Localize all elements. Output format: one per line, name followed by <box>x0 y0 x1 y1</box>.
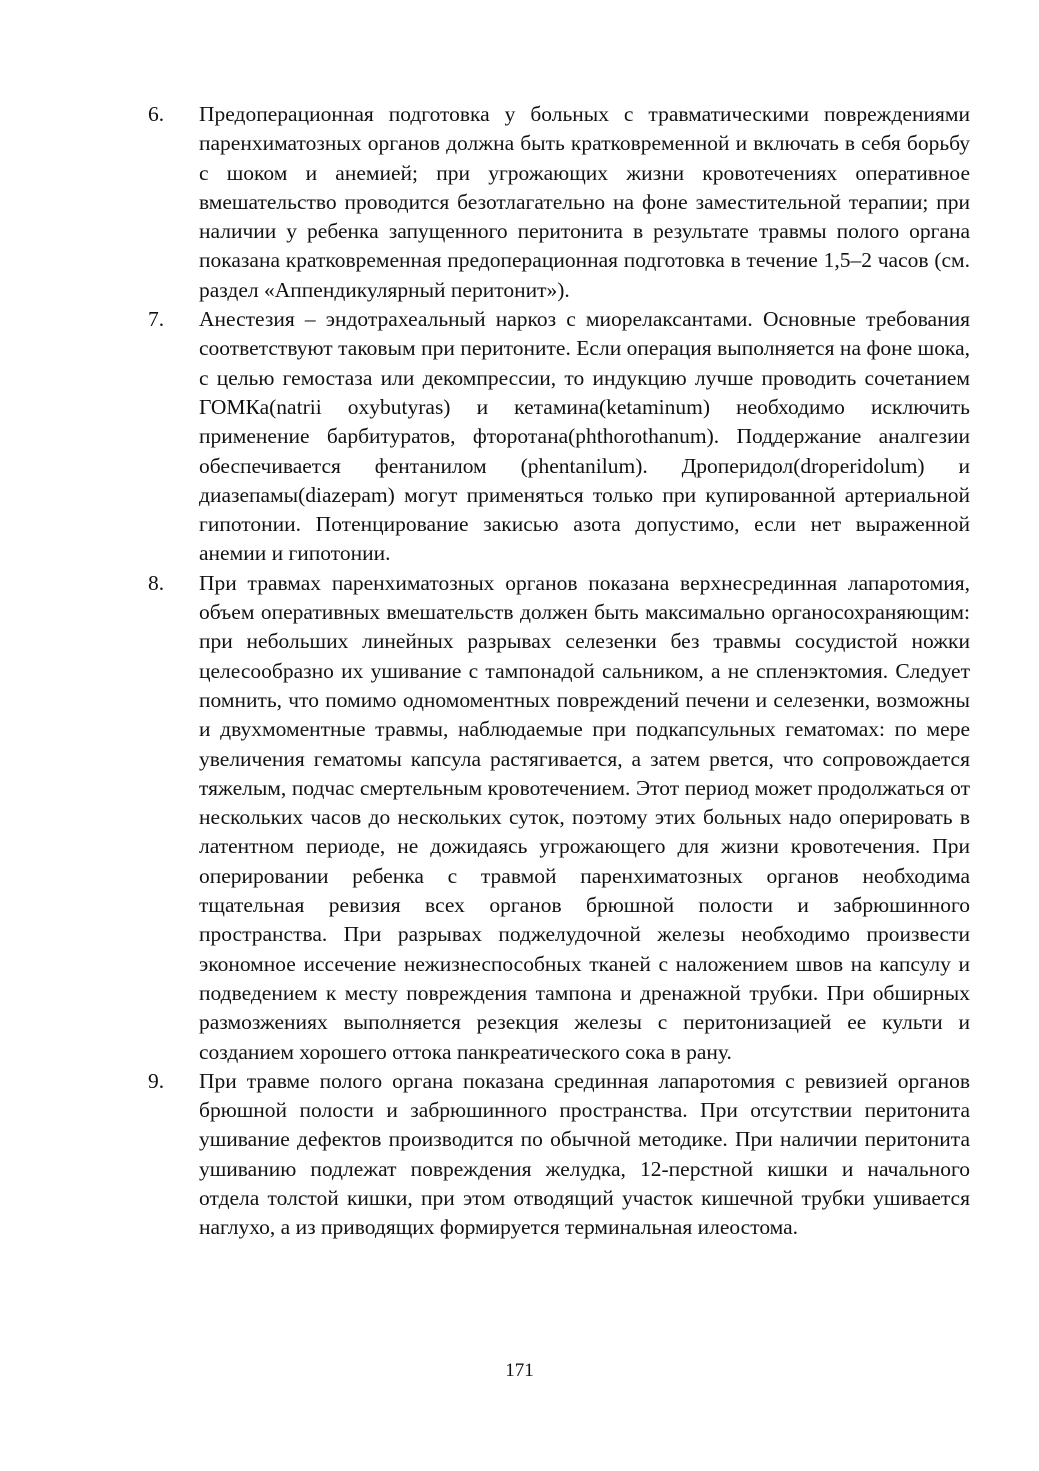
page-number: 171 <box>505 1360 534 1381</box>
item-text: При травме полого органа показана срединная лапаротомия с ревизией органов брюшной полости и забрюшинного пространства. При отсутствии перитонита ушивание дефектов производится по обычной методике. При наличии перитонита ушиванию подлежат повреждения желудка, 12-перстной кишки и начального отдела толстой кишки, при этом отводящий участок кишечной трубки ушивается наглухо, а из приводящих формируется терминальная илеостома. <box>199 1068 970 1240</box>
item-number: 9. <box>148 1068 165 1093</box>
item-text: Предоперационная подготовка у больных с травматическими повреждениями паренхиматозных органов должна быть кратковременной и включать в себя борьбу с шоком и анемией; при угрожающих жизни кровотечениях оперативное вмешательство проводится безотлагательно на фоне заместительной терапии; при наличии у ребенка запущенного перитонита в результате травмы полого органа показана кратковременная предоперационная подготовка в течение 1,5–2 часов (см. раздел «Аппендикулярный перитонит»). <box>199 102 970 302</box>
list-item-9 <box>148 1067 970 1243</box>
list-item-7 <box>148 305 970 569</box>
item-text: При травмах паренхиматозных органов показана верхнесрединная лапаротомия, объем оперативных вмешательств должен быть максимально органосохраняющим: при небольших линейных разрывах селезенки без травмы сосудистой ножки целесообразно их ушивание с тампонадой сальником, а не спленэктомия. Следует помнить, что помимо одномоментных повреждений печени и селезенки, возможны и двухмоментные травмы, наблюдаемые при подкапсульных гематомах: по мере увеличения гематомы капсула растягивается, а затем рвется, что сопровождается тяжелым, подчас смертельным кровотечением. Этот период может продолжаться от нескольких часов до нескольких суток, поэтому этих больных надо оперировать в латентном периоде, не дожидаясь угрожающего для жизни кровотечения. При оперировании ребенка с травмой паренхиматозных органов необходима тщательная ревизия всех органов брюшной полости и забрюшинного пространства. При разрывах поджелудочной железы необходимо произвести экономное иссечение нежизнеспособных тканей с наложением швов на капсулу и подведением к месту повреждения тампона и дренажной трубки. При обширных размозжениях выполняется резекция железы с перитонизацией ее культи и созданием хорошего оттока панкреатического сока в рану. <box>199 570 970 1064</box>
list-item-8 <box>148 569 970 1067</box>
item-number: 7. <box>148 307 165 332</box>
numbered-list <box>148 100 970 1243</box>
item-number: 8. <box>148 570 165 595</box>
item-text: Анестезия – эндотрахеальный наркоз с миорелаксантами. Основные требования соответствуют таковым при перитоните. Если операция выполняется на фоне шока, с целью гемостаза или декомпрессии, то индукцию лучше проводить сочетанием ГОМКа(natrii oxybutyras) и кетамина(ketaminum) необходимо исключить применение барбитуратов, фторотана(phthorothanum). Поддержание аналгезии обеспечивается фентанилом (phentanilum). Дроперидол(droperidolum) и диазепамы(diazepam) могут применяться только при купированной артериальной гипотонии. Потенцирование закисью азота допустимо, если нет выраженной анемии и гипотонии. <box>199 307 970 566</box>
item-number: 6. <box>148 102 165 126</box>
list-item-6 <box>148 100 970 305</box>
